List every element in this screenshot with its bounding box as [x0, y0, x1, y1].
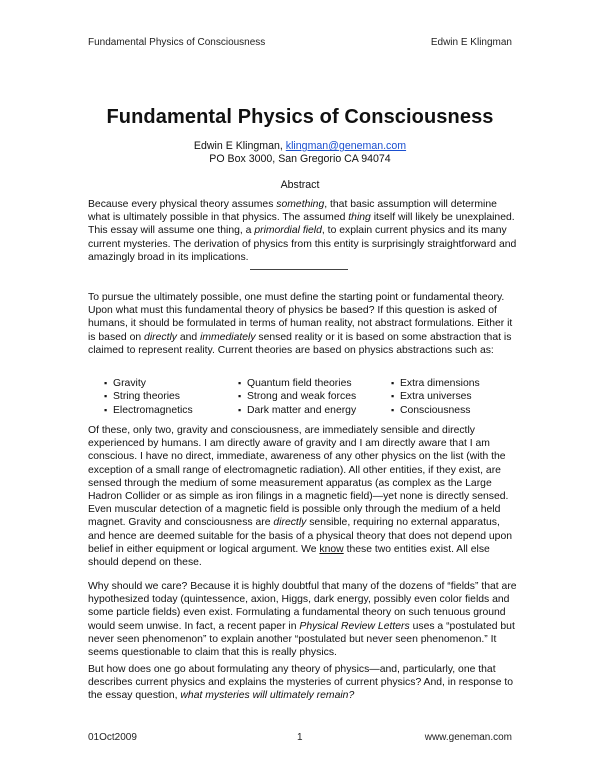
- author-line: [0, 140, 600, 153]
- abstract-paragraph: Because every physical theory assumes something, that basic assumption will determine what is ultimately possible in that physics. The assumed thing itself will likely be unexplained. This essay will assume one thing, a primordial field, to explain current physics and its many current mysteries. The derivation of physics from this entity is surprisingly straightforward and amazingly broad in its implications.: [88, 199, 517, 263]
- bullet-column-1: [104, 377, 193, 417]
- list-item: ▪ Quantum field theories: [238, 377, 356, 390]
- list-item: ▪ Gravity: [104, 377, 193, 390]
- author-email-link[interactable]: klingman@geneman.com: [285, 140, 407, 152]
- author-address: PO Box 3000, San Gregorio CA 94074: [209, 153, 391, 165]
- body-paragraph-4: But how does one go about formulating any theory of physics—and, particularly, one that describes current physics and explains the mysteries of current physics? And, in response to the essay question, what mysteries will ultimately remain?: [88, 664, 514, 702]
- page-number: 1: [297, 732, 303, 743]
- list-item: ▪ Strong and weak forces: [238, 390, 356, 403]
- bullet-column-2: [238, 377, 356, 417]
- list-item: ▪ String theories: [104, 390, 193, 403]
- body-paragraph-2: Of these, only two, gravity and consciousness, are immediately sensible and directly experienced by humans. I am directly aware of gravity and I am directly aware that I am conscious. I have no direct, immediate, awareness of any other physics on the list (with the exception of a small range of electromagnetic radiation). All other entities, if they exist, are sensed through the medium of some measurement apparatus (as complex as the Large Hadron Collider or as simple as iron filings in a magnetic field)—yet none is directly sensed. Even muscular detection of a magnetic field is possible only through the medium of a held magnet. Gravity and consciousness are directly sensible, requiring no external apparatus, and hence are deemed suitable for the basis of a physical theory that does not depend upon belief in either equipment or logical argument. We know these two entities exist. All else should depend on these.: [88, 425, 513, 569]
- author-name: Edwin E Klingman,: [193, 140, 283, 152]
- author-block: [0, 140, 600, 166]
- bullet-column-3: [391, 377, 480, 417]
- footer-website: www.geneman.com: [424, 732, 512, 743]
- page-title: Fundamental Physics of Consciousness: [106, 106, 494, 128]
- body-paragraph-1: To pursue the ultimately possible, one must define the starting point or fundamental theory. Upon what must this fundamental theory of physics be based? If this question is asked of humans, it should be formulated in terms of human reality, not abstract formulations. Either it is based on directly and immediately sensed reality or it is based on some abstraction that is claimed to represent reality. Current theories are based on physics abstractions such as:: [88, 292, 513, 356]
- list-item: ▪ Consciousness: [391, 404, 480, 417]
- body-paragraph-3: Why should we care? Because it is highly doubtful that many of the dozens of “fields” that are hypothesized today (quintessence, axion, Higgs, dark energy, possibly even color fields and some particle fields) even exist. Formulating a fundamental theory on such tenuous ground would seem unwise. In fact, a recent paper in Physical Review Letters uses a “postulated but never seen phenomenon” to explain another “postulated but never seen phenomenon.” It seems questionable to claim that this is really physics.: [88, 581, 517, 659]
- running-header-author: Edwin E Klingman: [430, 37, 512, 48]
- footer-date: 01Oct2009: [88, 732, 137, 743]
- running-header-title: Fundamental Physics of Consciousness: [88, 37, 266, 48]
- list-item: ▪ Extra dimensions: [391, 377, 480, 390]
- section-divider: [250, 269, 348, 270]
- list-item: ▪ Electromagnetics: [104, 404, 193, 417]
- list-item: ▪ Extra universes: [391, 390, 480, 403]
- abstract-heading: Abstract: [280, 179, 320, 191]
- list-item: ▪ Dark matter and energy: [238, 404, 356, 417]
